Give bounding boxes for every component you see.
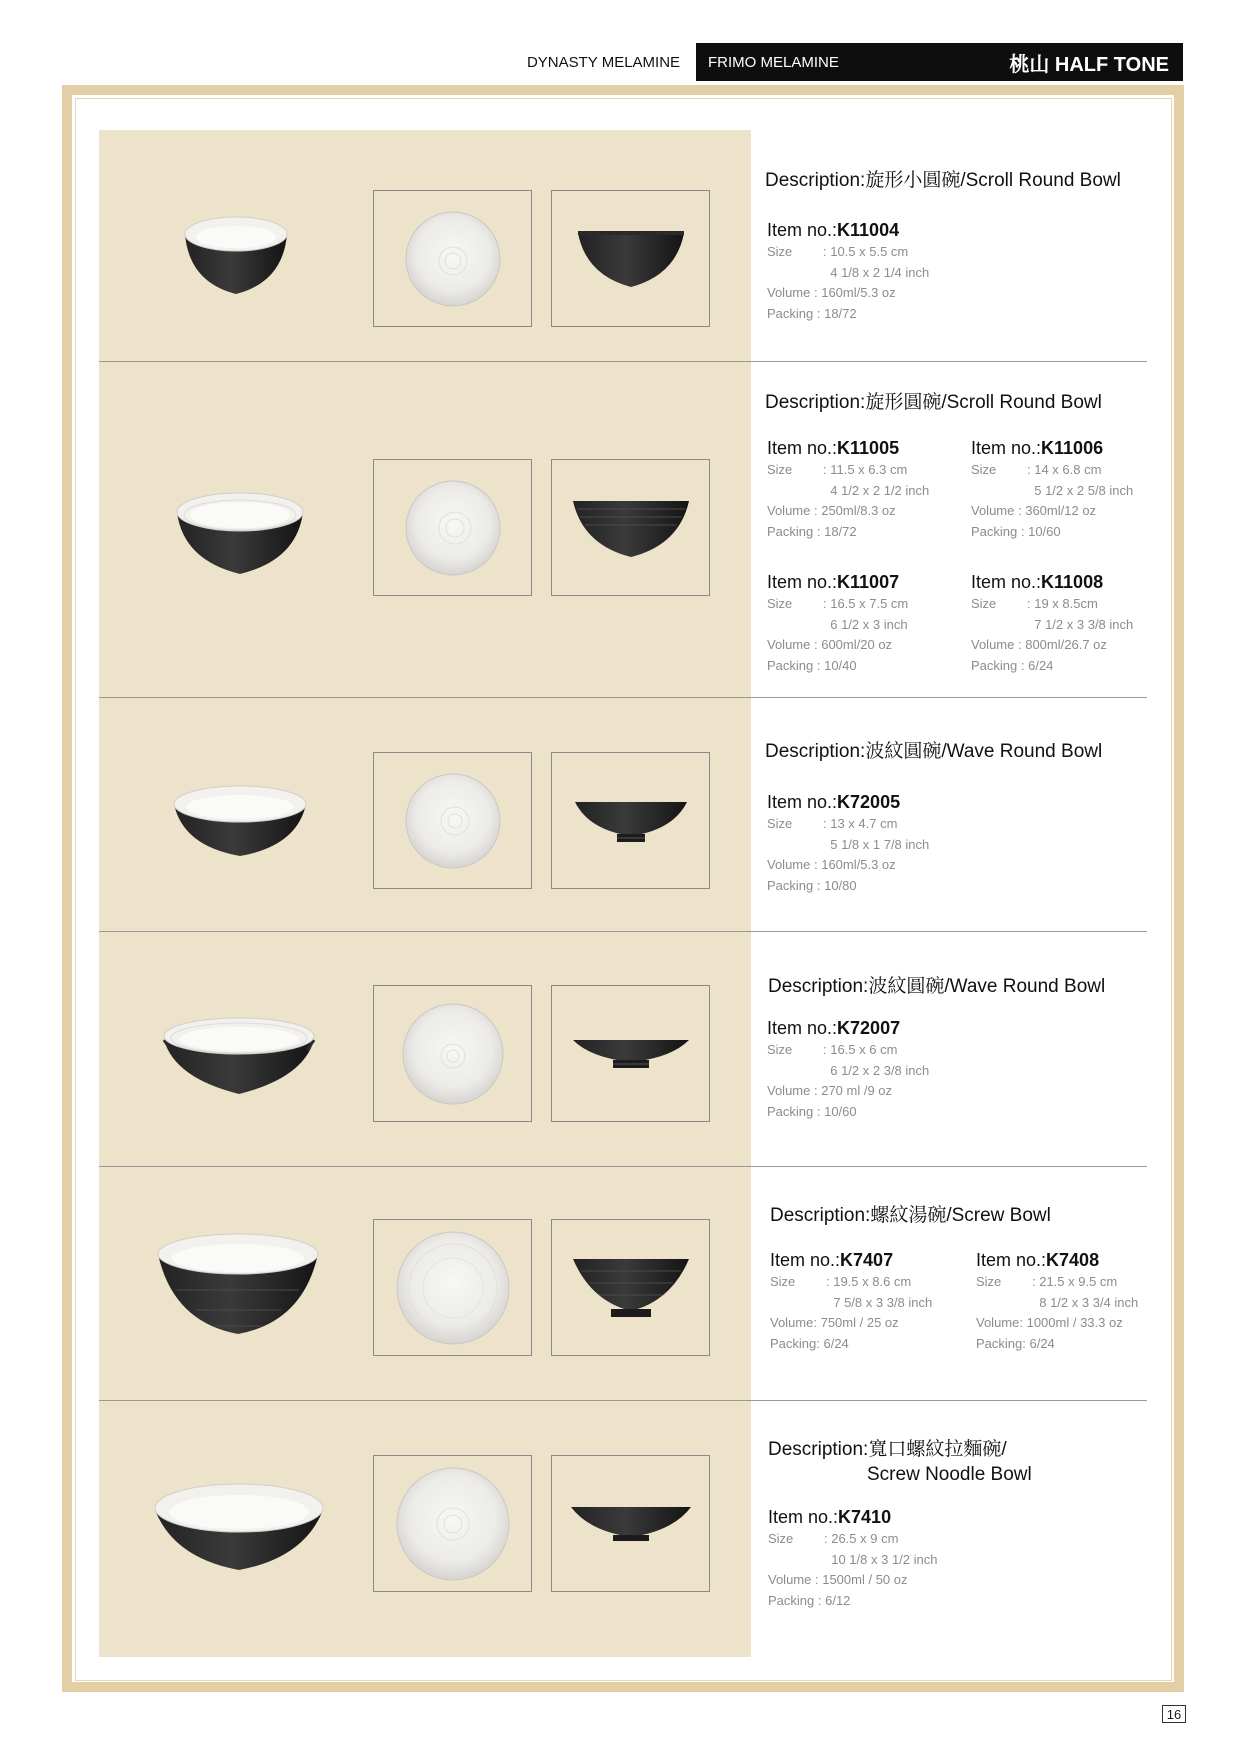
item-number: Item no.:K72007 [767, 1018, 901, 1038]
item-spec-k11005: Item no.:K11005 Size : 11.5 x 6.3 cm 4 1/2 x 2 1/2 inch Volume : 250ml/8.3 oz Packing : 18/72 [767, 436, 967, 542]
tab-half-tone[interactable]: 桃山 HALF TONE [907, 43, 1183, 81]
item-number: Item no.:K11005 [767, 438, 900, 458]
row-divider [99, 697, 1147, 698]
bowl-three-quarter-photo [167, 780, 312, 862]
product-description: Description:旋形小圓碗/Scroll Round Bowl [765, 170, 1121, 191]
item-spec-k11008: Item no.:K11008 Size : 19 x 8.5cm 7 1/2 x 3 3/8 inch Volume : 800ml/26.7 oz Packing : 6/24 [971, 570, 1171, 676]
bowl-three-quarter-photo [170, 485, 310, 580]
bowl-top-view-photo [373, 459, 532, 596]
bowl-three-quarter-photo [150, 1478, 328, 1576]
item-number: Item no.:K11007 [767, 572, 900, 592]
item-number: Item no.:K7410 [768, 1507, 892, 1527]
item-number: Item no.:K11008 [971, 572, 1104, 592]
item-spec-k11006: Item no.:K11006 Size : 14 x 6.8 cm 5 1/2 x 2 5/8 inch Volume : 360ml/12 oz Packing : 10/60 [971, 436, 1171, 542]
item-spec-k7407: Item no.:K7407 Size : 19.5 x 8.6 cm 7 5/8 x 3 3/8 inch Volume: 750ml / 25 oz Packing: 6/24 [770, 1248, 970, 1354]
item-spec-k72005: Item no.:K72005 Size : 13 x 4.7 cm 5 1/8 x 1 7/8 inch Volume : 160ml/5.3 oz Packing : 10/80 [767, 790, 967, 896]
item-spec-k7408: Item no.:K7408 Size : 21.5 x 9.5 cm 8 1/2 x 3 3/4 inch Volume: 1000ml / 33.3 oz Packing: 6/24 [976, 1248, 1176, 1354]
row-divider [99, 361, 1147, 362]
product-description: Description:旋形圓碗/Scroll Round Bowl [765, 392, 1102, 413]
product-description: Description:波紋圓碗/Wave Round Bowl [765, 741, 1103, 762]
bowl-top-view-photo [373, 190, 532, 327]
item-number: Item no.:K7407 [770, 1250, 894, 1270]
item-spec-k72007: Item no.:K72007 Size : 16.5 x 6 cm 6 1/2 x 2 3/8 inch Volume : 270 ml /9 oz Packing : 10/60 [767, 1016, 967, 1122]
bowl-side-view-photo [551, 190, 710, 327]
row-divider [99, 1400, 1147, 1401]
product-description: Description:螺紋湯碗/Screw Bowl [770, 1205, 1051, 1226]
tab-frimo-melamine[interactable]: FRIMO MELAMINE [696, 43, 907, 81]
bowl-side-view-photo [551, 752, 710, 889]
bowl-side-view-photo [551, 1219, 710, 1356]
bowl-top-view-photo [373, 985, 532, 1122]
page-number: 16 [1162, 1705, 1186, 1723]
item-spec-k7410: Item no.:K7410 Size : 26.5 x 9 cm 10 1/8 x 3 1/2 inch Volume : 1500ml / 50 oz Packing : 6/12 [768, 1505, 968, 1611]
product-description: Description:波紋圓碗/Wave Round Bowl [768, 976, 1106, 997]
bowl-side-view-photo [551, 459, 710, 596]
item-spec-k11004: Item no.:K11004 Size : 10.5 x 5.5 cm 4 1/8 x 2 1/4 inch Volume : 160ml/5.3 oz Packing : 18/72 [767, 218, 967, 324]
row-divider [99, 1166, 1147, 1167]
item-number: Item no.:K7408 [976, 1250, 1100, 1270]
photo-column-background [99, 130, 751, 1657]
bowl-side-view-photo [551, 1455, 710, 1592]
bowl-top-view-photo [373, 752, 532, 889]
item-number: Item no.:K11004 [767, 220, 900, 240]
item-number: Item no.:K72005 [767, 792, 901, 812]
bowl-side-view-photo [551, 985, 710, 1122]
bowl-three-quarter-photo [158, 1010, 320, 1100]
bowl-top-view-photo [373, 1219, 532, 1356]
item-spec-k11007: Item no.:K11007 Size : 16.5 x 7.5 cm 6 1/2 x 3 inch Volume : 600ml/20 oz Packing : 10/40 [767, 570, 967, 676]
bowl-three-quarter-photo [153, 1228, 323, 1340]
product-description-line2: Screw Noodle Bowl [867, 1464, 1032, 1485]
bowl-top-view-photo [373, 1455, 532, 1592]
tab-dynasty-melamine[interactable]: DYNASTY MELAMINE [526, 53, 681, 71]
row-divider [99, 931, 1147, 932]
bowl-three-quarter-photo [176, 205, 296, 305]
product-description: Description:寬口螺紋拉麵碗/ [768, 1439, 1007, 1460]
item-number: Item no.:K11006 [971, 438, 1104, 458]
